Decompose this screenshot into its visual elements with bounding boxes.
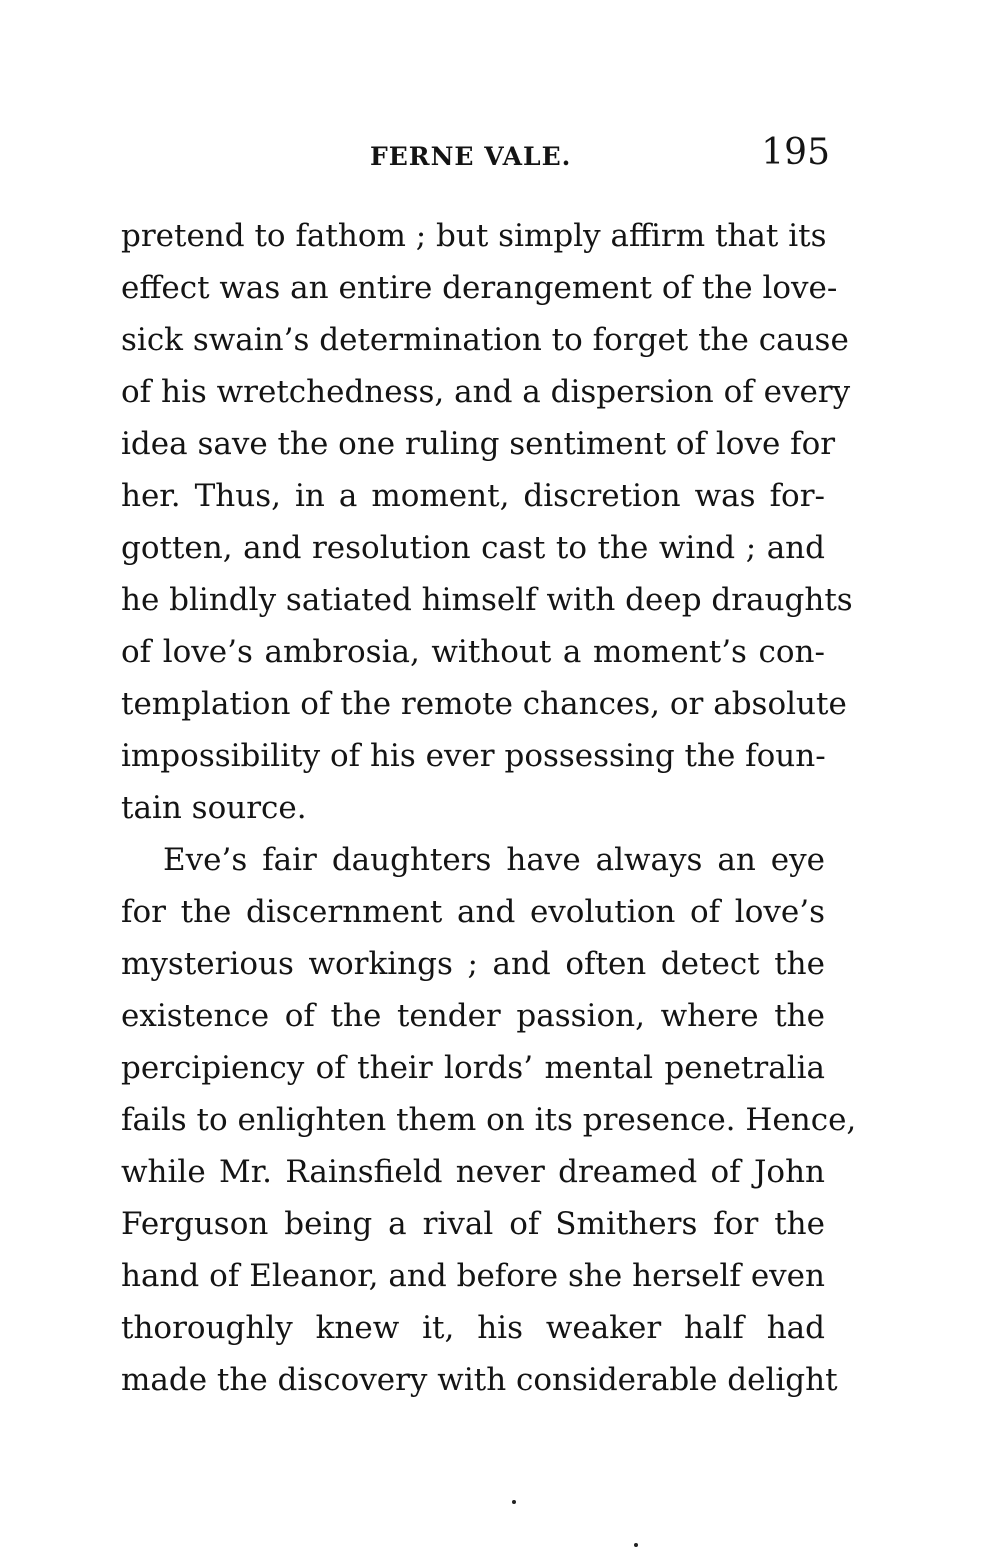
text-line: pretend to fathom ; but simply affirm that its — [121, 218, 827, 254]
text-line: of love’s ambrosia, without a moment’s con- — [121, 634, 825, 670]
text-line: templation of the remote chances, or absolute — [121, 686, 847, 722]
text-line: Ferguson being a rival of Smithers for the — [121, 1206, 825, 1242]
text-line: for the discernment and evolution of love’s — [121, 894, 825, 930]
text-line: impossibility of his ever possessing the foun- — [121, 738, 826, 774]
text-line: existence of the tender passion, where the — [121, 998, 825, 1034]
print-speck — [634, 1543, 638, 1547]
text-line: thoroughly knew it, his weaker half had — [121, 1310, 825, 1346]
text-line: gotten, and resolution cast to the wind ; and — [121, 530, 825, 566]
text-line: while Mr. Rainsfield never dreamed of John — [121, 1154, 825, 1190]
text-line: effect was an entire derangement of the love- — [121, 270, 838, 306]
text-line: percipiency of their lords’ mental penetralia — [121, 1050, 825, 1086]
print-speck — [512, 1500, 516, 1504]
text-line: he blindly satiated himself with deep draughts — [121, 582, 853, 618]
text-line: her. Thus, in a moment, discretion was for- — [121, 478, 825, 514]
text-line: fails to enlighten them on its presence. Hence, — [121, 1102, 857, 1138]
text-line: mysterious workings ; and often detect the — [121, 946, 825, 982]
running-head — [120, 132, 830, 182]
text-line: sick swain’s determination to forget the cause — [121, 322, 849, 358]
text-line: of his wretchedness, and a dispersion of every — [121, 374, 851, 410]
text-line: Eve’s fair daughters have always an eye — [163, 842, 825, 878]
page-number: 195 — [761, 132, 830, 173]
text-line: made the discovery with considerable delight — [121, 1362, 838, 1398]
text-line: idea save the one ruling sentiment of love for — [121, 426, 836, 462]
body-text — [121, 210, 857, 1406]
text-line: hand of Eleanor, and before she herself even — [121, 1258, 825, 1294]
running-title: FERNE VALE. — [370, 142, 572, 171]
text-line: tain source. — [121, 790, 307, 826]
